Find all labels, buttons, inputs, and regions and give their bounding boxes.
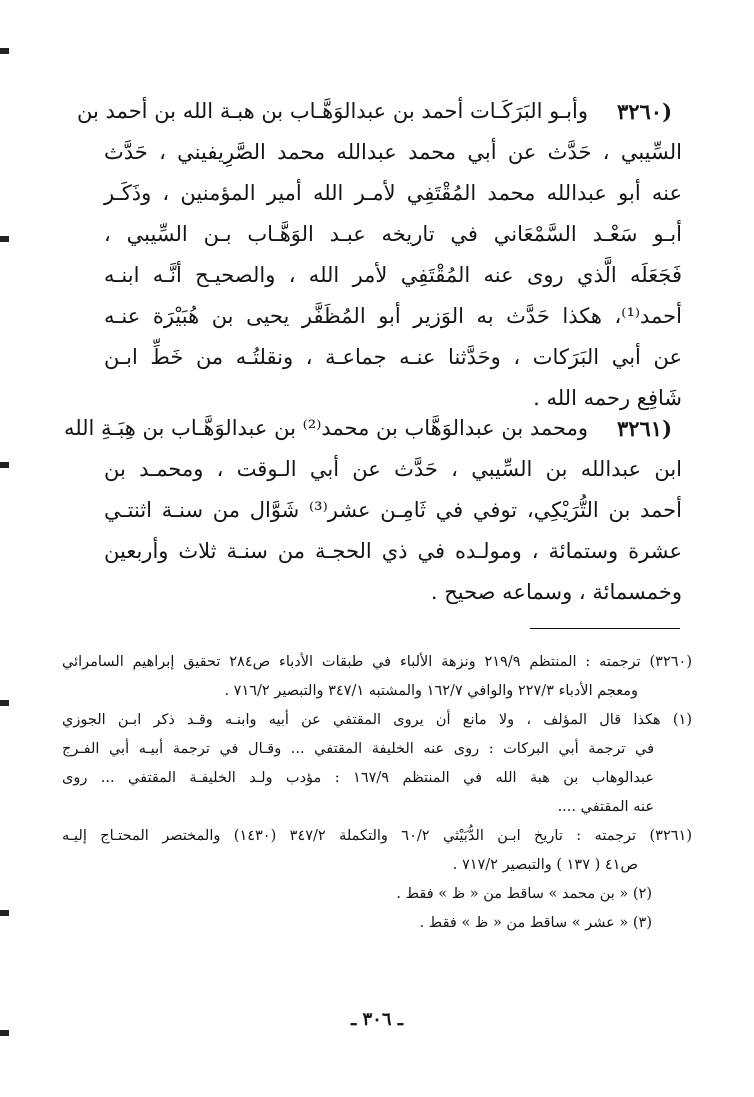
footnotes [62, 648, 692, 938]
text-line: عنه أبو عبدالله محمد المُقْتَفِي لأمـر الله أمير المؤمنين ، وذَكَـر [104, 181, 682, 205]
footnote-line: (٣) « عشر » ساقط من « ظ » فقط . [419, 915, 652, 931]
scan-edge-mark [0, 910, 9, 916]
biography-entry [77, 91, 682, 419]
footnote-line: (٣٢٦١) ترجمته : تاريخ ابـن الدُّبَيْثي ٦٠/٢ والتكملة ٣٤٧/٢ (١٤٣٠) والمختصر المحتـاج إليـه [62, 828, 692, 844]
biography-entry [63, 408, 682, 613]
text-line: شَافِع رحمه الله . [533, 386, 682, 410]
footnote-line: (١) هكذا قال المؤلف ، ولا مانع أن يروى المقتفي عن أبيه وابنـه وقـد ذكر ابـن الجوزي [62, 712, 692, 728]
scan-edge-mark [0, 236, 9, 242]
footnote [62, 822, 692, 880]
scan-edge-mark [0, 48, 9, 54]
text-line: السِّيبي ، حَدَّث عن أبي محمد عبدالله محمد الصَّرِيفيني ، حَدَّث [104, 140, 682, 164]
scan-edge-mark [0, 462, 9, 468]
text-line: أحمد⁽¹⁾، هكذا حَدَّث به الوَزير أبو المُظَفَّر يحيى بن هُبَيْرَة عنـه [104, 304, 682, 328]
footnote [62, 880, 692, 909]
text-line: ومحمد بن عبدالوَهَّاب بن محمد⁽²⁾ بن عبدالوَهَّـاب بن هِبَـةِ الله [63, 416, 588, 440]
entry-number: (٣٢٦٠ [616, 99, 673, 124]
footnote-line: عنه المقتفي .... [557, 799, 654, 815]
scan-edge-mark [0, 700, 9, 706]
text-line: ابن عبدالله بن السِّيبي ، حَدَّث عن أبي الـوقت ، ومحمـد بن [104, 457, 682, 481]
text-line: فَجَعَلَه الَّذي روى عنه المُقْتَفِي لأمر الله ، والصحيـح أنَّـه ابنـه [104, 263, 682, 287]
text-line: أحمد بن التُّرَيْكِي، توفي في ثَامِـن عشر⁽³⁾ شَوَّال من سنـة اثنتـي [104, 498, 682, 522]
entry-text [63, 408, 682, 613]
entry-number: (٣٢٦١ [616, 416, 673, 441]
footnote-line: (٢) « بن محمد » ساقط من « ظ » فقط . [396, 886, 652, 902]
footnote [62, 648, 692, 706]
text-line: أبـو سَعْـد السَّمْعَاني في تاريخه عبـد الوَهَّـاب بـن السِّيبي ، [104, 222, 682, 246]
footnote-line: عبدالوهاب بن هبة الله في المنتظم ١٦٧/٩ : مؤدب ولـد الخليفـة المقتفي ... روى [62, 770, 654, 786]
footnote-line: ص٤١ ( ١٣٧ ) والتبصير ٧١٧/٢ . [452, 857, 638, 873]
scan-edge-mark [0, 1030, 9, 1036]
text-line: عشرة وستمائة ، ومولـده في ذي الحجـة من سنـة ثلاث وأربعين [104, 539, 682, 563]
footnote-separator [530, 628, 680, 629]
text-line: عن أبي البَرَكات ، وحَدَّثنا عنـه جماعـة ، ونقلتُـه من خَطِّ ابـن [104, 345, 682, 369]
footnote [62, 909, 692, 938]
page-number: ـ ٣٠٦ ـ [350, 1009, 404, 1030]
footnote [62, 706, 692, 822]
text-line: وخمسمائة ، وسماعه صحيح . [430, 580, 682, 604]
entry-text [77, 91, 682, 419]
footnote-line: (٣٢٦٠) ترجمته : المنتظم ٢١٩/٩ ونزهة الألباء في طبقات الأدباء ص٢٨٤ تحقيق إبراهيم السامرائي [62, 654, 692, 670]
footnote-line: ومعجم الأدباء ٢٢٧/٣ والوافي ١٦٢/٧ والمشتبه ٣٤٧/١ والتبصير ٧١٦/٢ . [224, 683, 638, 699]
footnote-line: في ترجمة أبي البركات : روى عنه الخليفة المقتفي ... وقـال في ترجمة أبيـه أبي الفـرج [62, 741, 654, 757]
text-line: وأبـو البَرَكَـات أحمد بن عبدالوَهَّـاب بن هبـة الله بن أحمد بن [77, 99, 588, 123]
